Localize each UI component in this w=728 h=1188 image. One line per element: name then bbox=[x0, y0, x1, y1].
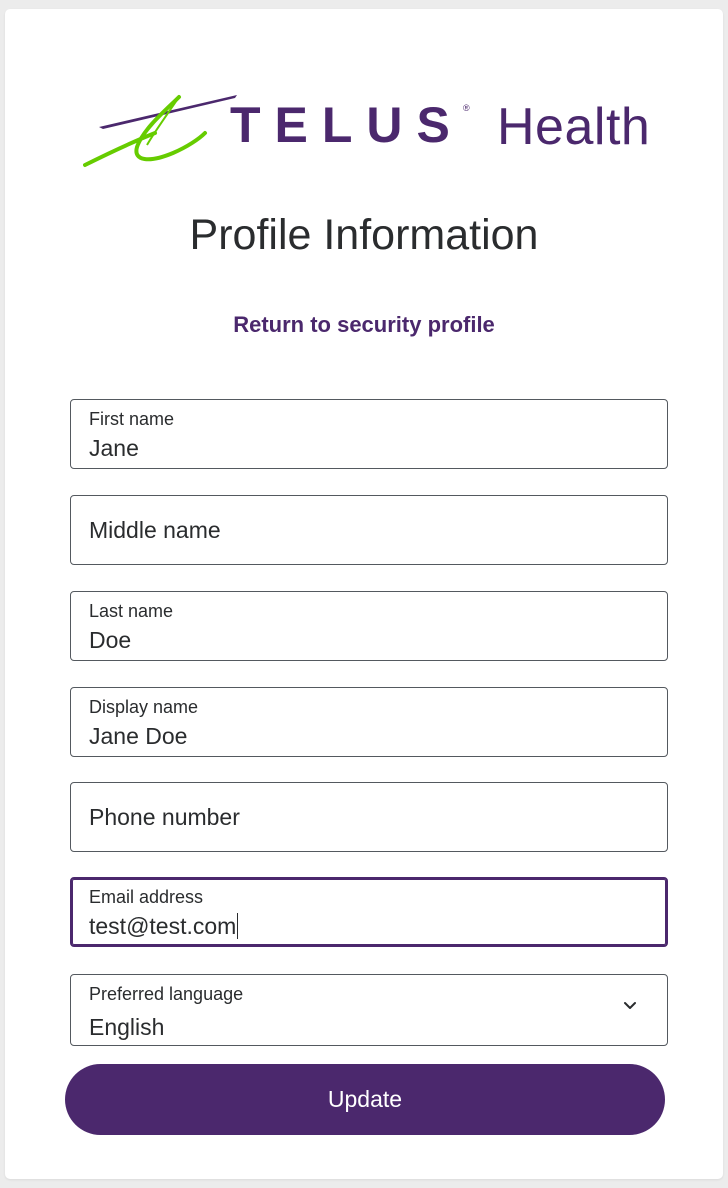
update-button[interactable]: Update bbox=[65, 1064, 665, 1135]
telus-wordmark: TELUS bbox=[230, 97, 464, 153]
display-name-field[interactable] bbox=[70, 687, 668, 757]
display-name-label: Display name bbox=[89, 697, 199, 717]
telus-health-logo bbox=[83, 91, 663, 171]
first-name-field[interactable] bbox=[70, 399, 668, 469]
middle-name-field[interactable] bbox=[70, 495, 668, 565]
last-name-label: Last name bbox=[89, 601, 174, 621]
last-name-value: Doe bbox=[89, 627, 132, 653]
last-name-field[interactable] bbox=[70, 591, 668, 661]
text-caret bbox=[237, 913, 238, 939]
registered-mark: ® bbox=[463, 103, 470, 113]
profile-card bbox=[5, 9, 723, 1179]
email-address-text: test@test.com bbox=[89, 913, 237, 939]
first-name-label: First name bbox=[89, 409, 175, 429]
chevron-down-icon bbox=[623, 1001, 637, 1011]
first-name-value: Jane bbox=[89, 435, 139, 461]
phone-number-field[interactable] bbox=[70, 782, 668, 852]
phone-number-placeholder: Phone number bbox=[89, 804, 240, 830]
email-address-value bbox=[89, 912, 238, 940]
preferred-language-label: Preferred language bbox=[89, 984, 244, 1004]
display-name-value: Jane Doe bbox=[89, 723, 188, 749]
return-to-security-profile-link[interactable]: Return to security profile bbox=[233, 312, 495, 337]
preferred-language-value: English bbox=[89, 1014, 165, 1040]
email-address-label: Email address bbox=[89, 887, 204, 907]
email-address-field[interactable] bbox=[70, 877, 668, 947]
middle-name-placeholder: Middle name bbox=[89, 517, 221, 543]
telus-logo-icon bbox=[83, 91, 243, 171]
health-wordmark: Health bbox=[497, 98, 651, 156]
preferred-language-select[interactable] bbox=[70, 974, 668, 1046]
page-title: Profile Information bbox=[189, 211, 539, 259]
